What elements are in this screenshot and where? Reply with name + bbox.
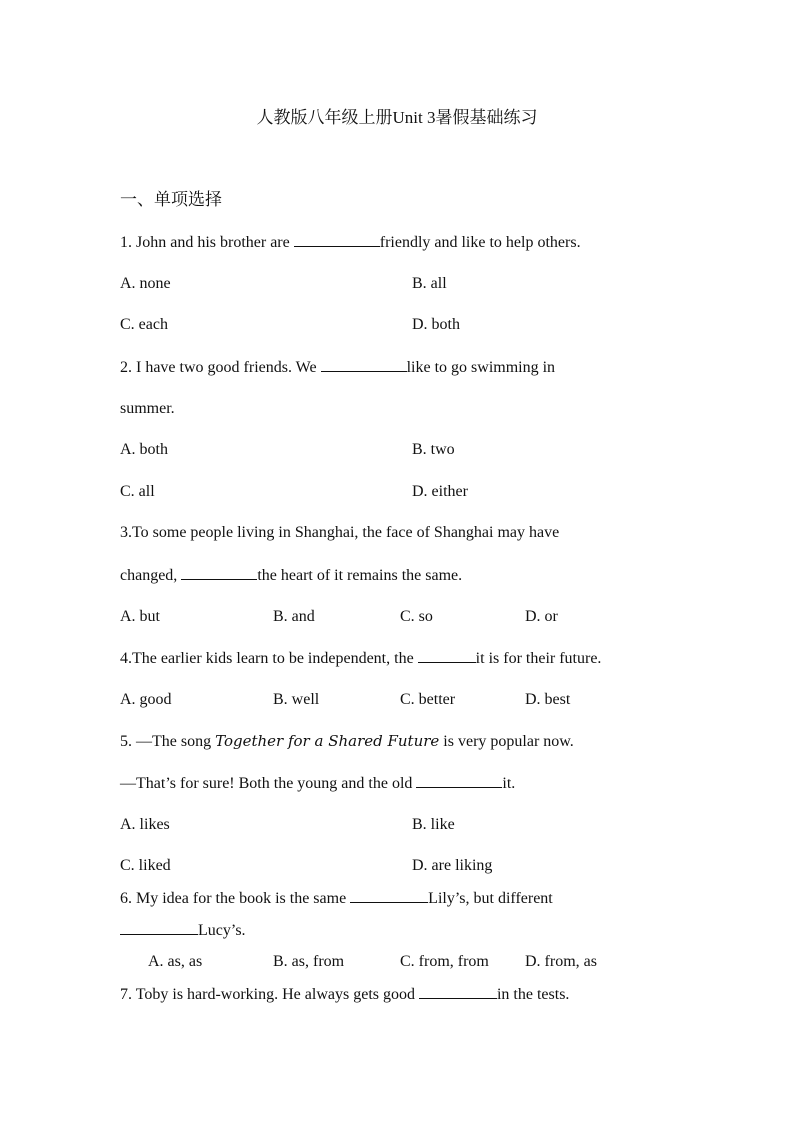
question-4 bbox=[120, 648, 601, 669]
option-b: B. and bbox=[273, 608, 315, 625]
answer-blank bbox=[120, 920, 198, 935]
answer-blank bbox=[350, 888, 428, 903]
question-7-text-pre: 7. Toby is hard-working. He always gets good bbox=[120, 986, 419, 1003]
question-2-continuation: summer. bbox=[120, 400, 175, 417]
option-d: D. both bbox=[412, 316, 460, 333]
page-title: 人教版八年级上册Unit 3暑假基础练习 bbox=[256, 108, 538, 127]
question-1-text-pre: 1. John and his brother are bbox=[120, 234, 294, 251]
question-6-continuation bbox=[120, 920, 246, 941]
section-heading: 一、单项选择 bbox=[120, 190, 222, 209]
question-6-text-post: Lily’s, but different bbox=[428, 890, 553, 907]
option-c: C. from, from bbox=[400, 953, 489, 970]
option-b: B. well bbox=[273, 691, 320, 708]
option-b: B. like bbox=[412, 816, 455, 833]
option-d: D. best bbox=[525, 691, 571, 708]
question-3: 3.To some people living in Shanghai, the face of Shanghai may have bbox=[120, 524, 560, 541]
option-a: A. as, as bbox=[148, 953, 203, 970]
question-3-text-pre: changed, bbox=[120, 567, 182, 584]
option-c: C. each bbox=[120, 316, 168, 333]
answer-blank bbox=[321, 357, 407, 372]
question-5-reply-post: it. bbox=[502, 775, 516, 792]
option-d: D. either bbox=[412, 483, 468, 500]
option-d: D. from, as bbox=[525, 953, 597, 970]
answer-blank bbox=[418, 648, 476, 663]
option-b: B. two bbox=[412, 441, 455, 458]
question-6 bbox=[120, 888, 553, 909]
question-1 bbox=[120, 232, 581, 253]
option-b: B. all bbox=[412, 275, 447, 292]
question-4-text-post: it is for their future. bbox=[475, 650, 602, 667]
option-c: C. so bbox=[400, 608, 433, 625]
song-title: Together for a Shared Future bbox=[215, 732, 440, 750]
answer-blank bbox=[294, 232, 380, 247]
question-5-reply bbox=[120, 773, 515, 794]
option-a: A. likes bbox=[120, 816, 170, 833]
question-7 bbox=[120, 984, 569, 1005]
question-3-text-post: the heart of it remains the same. bbox=[257, 567, 463, 584]
question-2 bbox=[120, 357, 555, 378]
question-5-text-post: is very popular now. bbox=[439, 733, 574, 750]
question-2-text-pre: 2. I have two good friends. We bbox=[120, 359, 321, 376]
option-a: A. none bbox=[120, 275, 171, 292]
answer-blank bbox=[419, 984, 497, 999]
option-c: C. better bbox=[400, 691, 456, 708]
option-d: D. are liking bbox=[412, 857, 493, 874]
option-a: A. good bbox=[120, 691, 172, 708]
option-c: C. liked bbox=[120, 857, 171, 874]
option-a: A. both bbox=[120, 441, 168, 458]
question-6-text-pre: 6. My idea for the book is the same bbox=[120, 890, 351, 907]
answer-blank bbox=[416, 773, 502, 788]
question-5 bbox=[120, 731, 574, 752]
question-3-continuation bbox=[120, 565, 462, 586]
option-b: B. as, from bbox=[273, 953, 345, 970]
question-7-text-post: in the tests. bbox=[496, 986, 570, 1003]
option-d: D. or bbox=[525, 608, 558, 625]
answer-blank bbox=[181, 565, 257, 580]
question-5-text-pre: 5. —The song bbox=[120, 733, 216, 750]
question-2-text-post: like to go swimming in bbox=[406, 359, 556, 376]
question-1-text-post: friendly and like to help others. bbox=[379, 234, 581, 251]
option-c: C. all bbox=[120, 483, 155, 500]
option-a: A. but bbox=[120, 608, 160, 625]
question-6-continuation-text: Lucy’s. bbox=[198, 922, 246, 939]
question-5-reply-pre: —That’s for sure! Both the young and the old bbox=[120, 775, 417, 792]
question-4-text-pre: 4.The earlier kids learn to be independent, the bbox=[120, 650, 418, 667]
